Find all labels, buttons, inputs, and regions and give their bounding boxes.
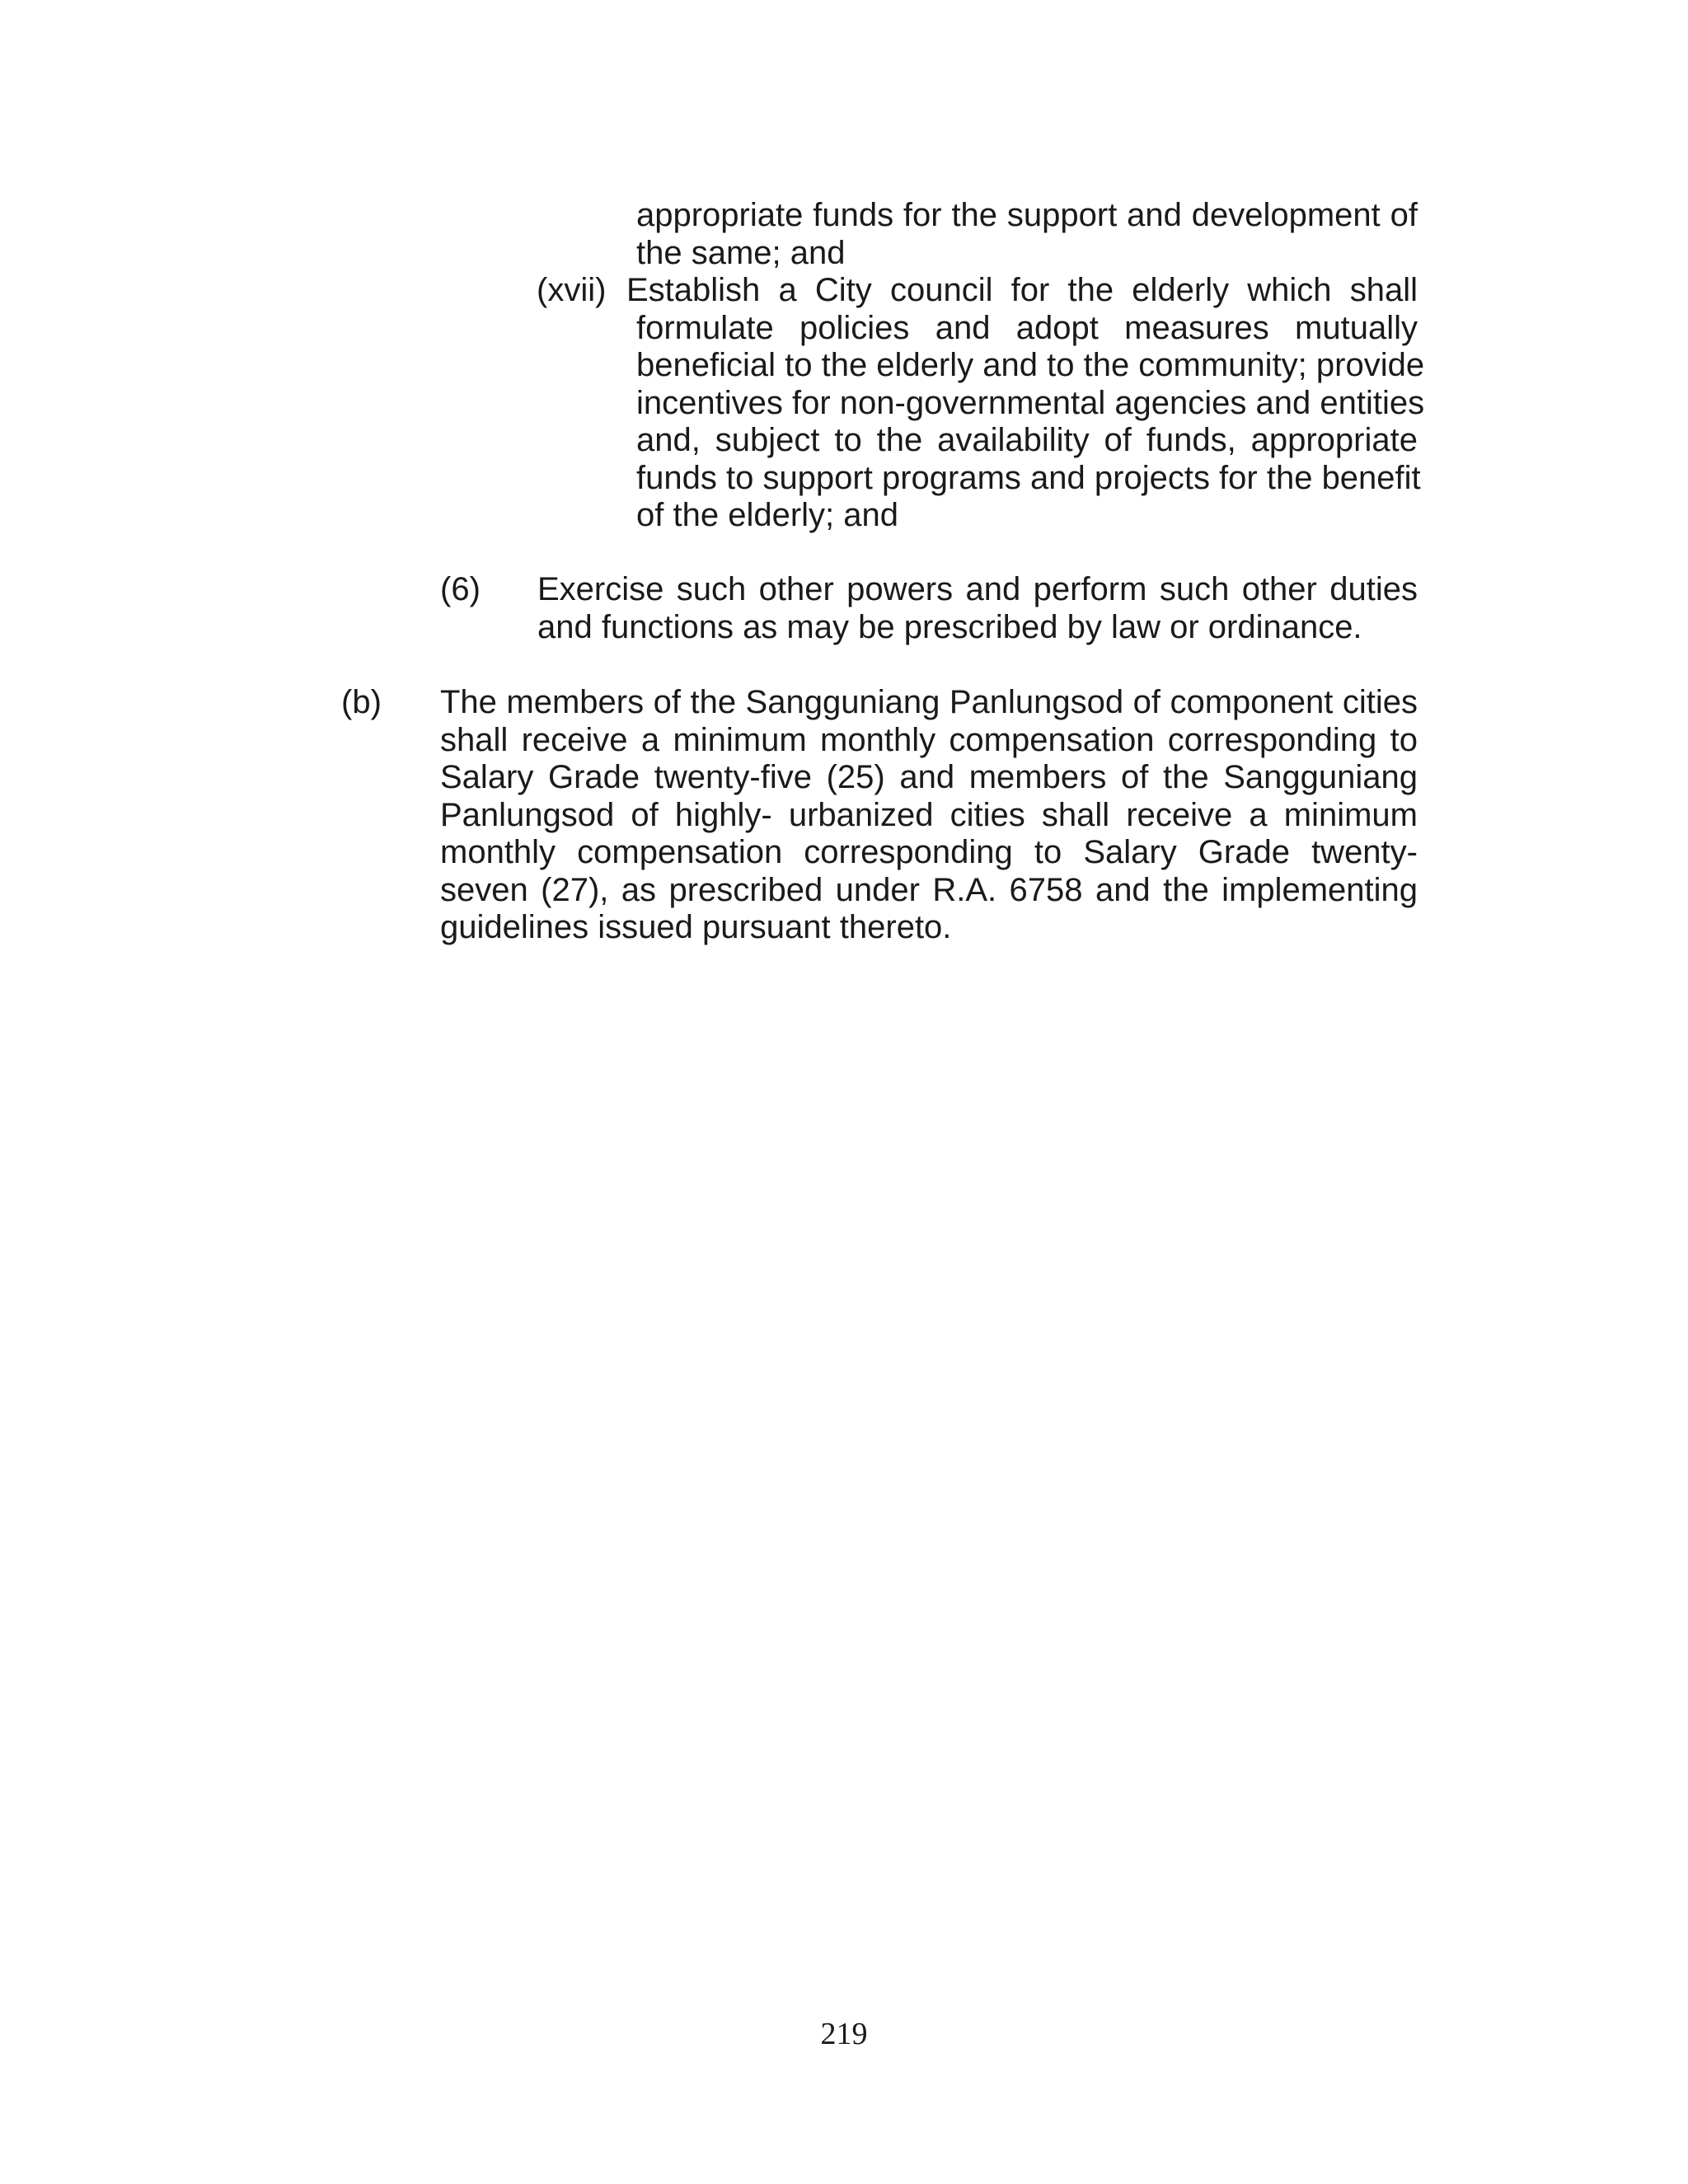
paragraph-line: shall receive a minimum monthly compensation corresponding to xyxy=(440,721,1418,758)
item-label-b: (b) xyxy=(341,684,382,720)
paragraph-line: guidelines issued pursuant thereto. xyxy=(440,909,952,945)
paragraph-line: incentives for non-governmental agencies and entities xyxy=(636,384,1425,421)
paragraph-line: Salary Grade twenty-five (25) and members of the Sangguniang xyxy=(440,759,1418,795)
item-label-6: (6) xyxy=(440,571,481,607)
paragraph-line: monthly compensation corresponding to Salary Grade twenty- xyxy=(440,834,1418,870)
continuation-paragraph xyxy=(636,197,1418,272)
paragraph-line: beneficial to the elderly and to the community; provide xyxy=(636,347,1425,383)
page-number: 219 xyxy=(820,2017,868,2051)
paragraph-line: seven (27), as prescribed under R.A. 6758 and the implementing xyxy=(440,871,1418,908)
paragraph-line: Establish a City council for the elderly which shall xyxy=(626,272,1418,308)
paragraph-line: The members of the Sangguniang Panlungsod of component cities xyxy=(440,684,1418,720)
item-label-xvii: (xvii) xyxy=(537,272,607,308)
paragraph-line: Panlungsod of highly- urbanized cities shall receive a minimum xyxy=(440,796,1418,833)
item-xvii-first-line xyxy=(626,272,1418,310)
item-6-paragraph xyxy=(537,571,1418,646)
paragraph-line: and, subject to the availability of funds, appropriate xyxy=(636,422,1418,458)
paragraph-line: and functions as may be prescribed by law or ordinance. xyxy=(537,608,1362,645)
paragraph-line: formulate policies and adopt measures mutually xyxy=(636,309,1418,346)
item-xvii-paragraph xyxy=(636,309,1425,535)
paragraph-line: Exercise such other powers and perform such other duties xyxy=(537,571,1418,607)
paragraph-line: appropriate funds for the support and development of xyxy=(636,197,1418,233)
item-b-paragraph xyxy=(440,684,1418,947)
paragraph-line: the same; and xyxy=(636,234,846,271)
paragraph-line: of the elderly; and xyxy=(636,497,898,533)
paragraph-line: funds to support programs and projects for the benefit xyxy=(636,459,1421,496)
